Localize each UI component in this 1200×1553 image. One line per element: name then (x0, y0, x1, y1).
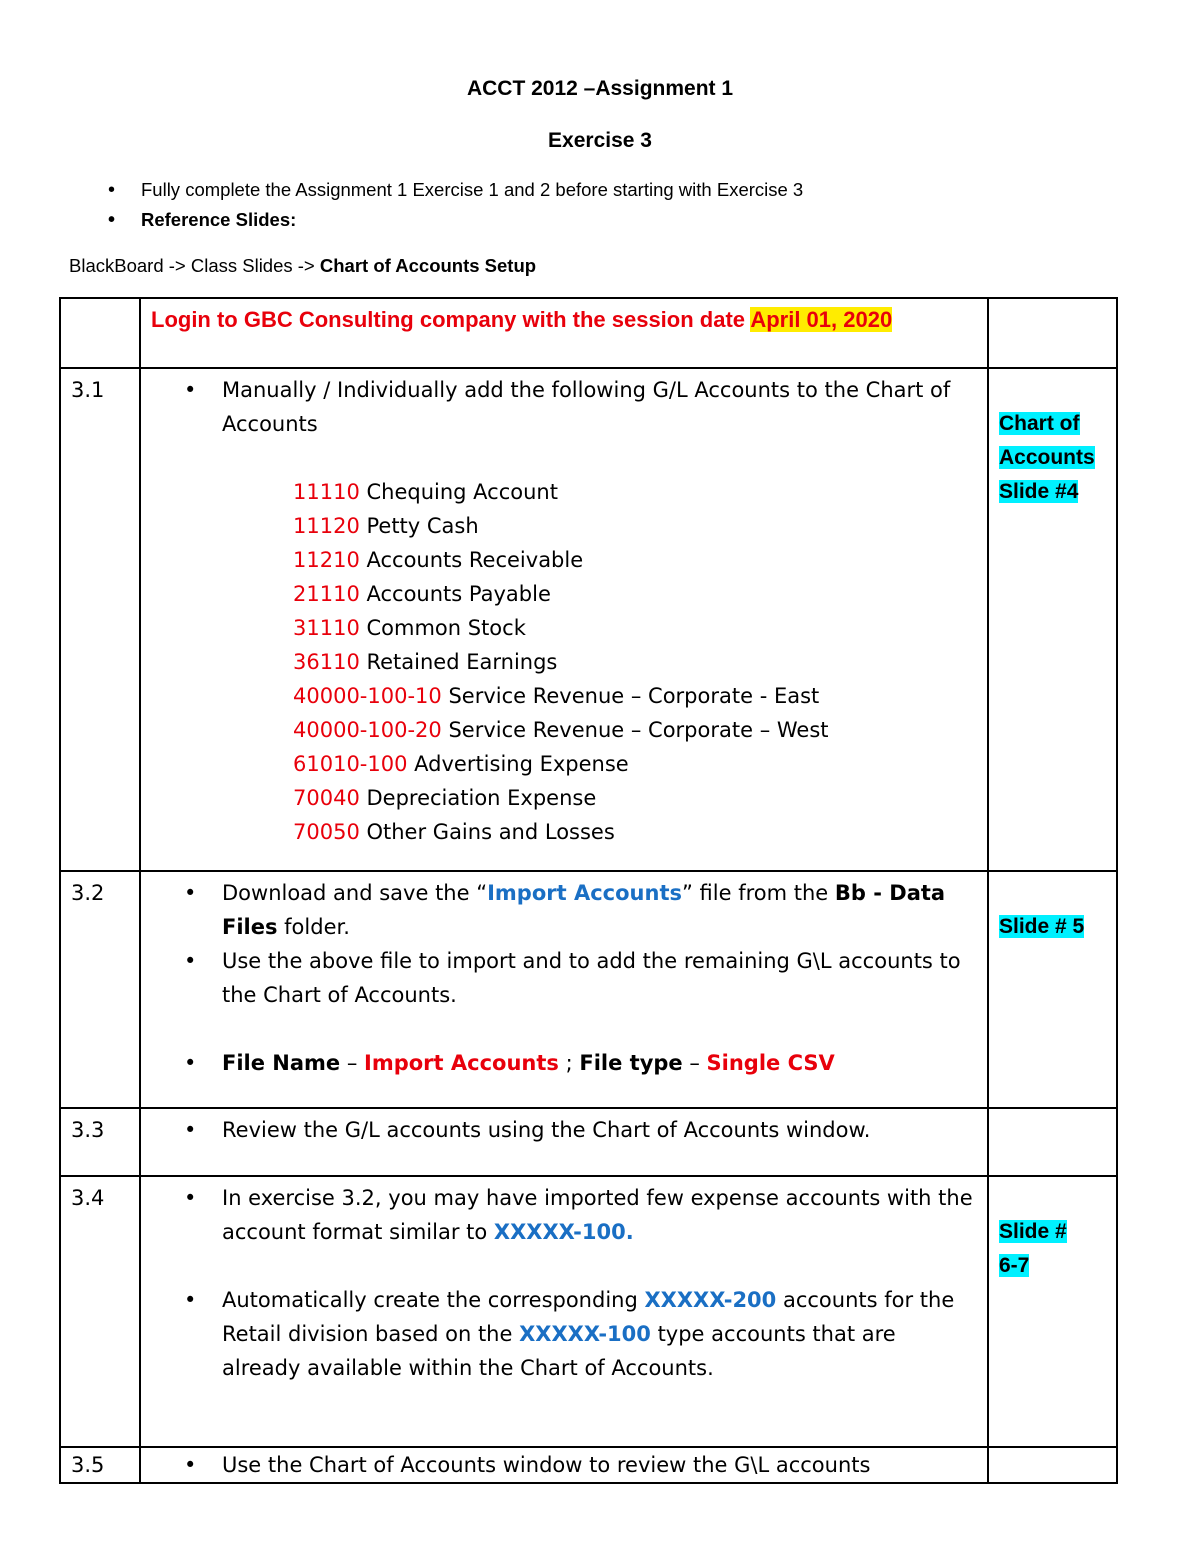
slide-reference: Chart of (999, 412, 1080, 435)
list-item (293, 781, 977, 815)
account-format: XXXXX-100. (493, 1220, 634, 1244)
reference-cell (988, 871, 1117, 1108)
row-number: 3.3 (60, 1108, 140, 1176)
instruction-list (151, 1448, 977, 1482)
file-name: Import Accounts (487, 881, 682, 905)
account-name: Service Revenue – Corporate – West (441, 718, 829, 742)
instruction-cell (140, 1447, 988, 1483)
account-list (151, 475, 977, 849)
account-name: Accounts Payable (359, 582, 551, 606)
instruction-list (151, 1046, 977, 1080)
table-row-3-3 (60, 1108, 1117, 1176)
instruction-item: • Download and save the “Import Accounts” file from the Bb - Data Files folder. (151, 876, 977, 944)
breadcrumb-target: Chart of Accounts Setup (319, 255, 537, 276)
list-item (293, 645, 977, 679)
intro-bullet-list (108, 177, 803, 237)
row-number: 3.2 (60, 871, 140, 1108)
instruction-item: • Review the G/L accounts using the Chart of Accounts window. (151, 1113, 977, 1147)
account-code: 70050 (293, 820, 360, 844)
slide-reference: Slide #4 (999, 480, 1079, 503)
account-code: 31110 (293, 616, 360, 640)
account-format: XXXXX-100 (519, 1322, 651, 1346)
list-item (293, 679, 977, 713)
account-name: Depreciation Expense (359, 786, 597, 810)
account-code: 11110 (293, 480, 360, 504)
login-instruction-cell (140, 298, 988, 368)
document-title: ACCT 2012 –Assignment 1 (466, 77, 734, 100)
instruction-list (151, 1283, 977, 1385)
exercise-heading: Exercise 3 (548, 129, 652, 152)
list-item (293, 747, 977, 781)
instruction-item: • Use the Chart of Accounts window to review the G\L accounts (151, 1448, 977, 1482)
file-name-value: Import Accounts (364, 1051, 559, 1075)
list-item (293, 815, 977, 849)
account-code: 36110 (293, 650, 360, 674)
list-item (293, 713, 977, 747)
slide-reference: 6-7 (999, 1254, 1030, 1277)
reference-cell (988, 1447, 1117, 1483)
list-item (293, 543, 977, 577)
account-code: 11210 (293, 548, 360, 572)
instruction-cell (140, 1176, 988, 1447)
reference-cell (988, 298, 1117, 368)
row-number: 3.1 (60, 368, 140, 871)
breadcrumb-prefix: BlackBoard -> Class Slides -> (69, 255, 320, 276)
intro-bullet-reference-slides: • Reference Slides: (108, 207, 803, 237)
account-code: 21110 (293, 582, 360, 606)
instruction-cell (140, 368, 988, 871)
list-item (293, 611, 977, 645)
account-code: 70040 (293, 786, 360, 810)
file-type-value: Single CSV (706, 1051, 835, 1075)
account-code: 61010-100 (293, 752, 408, 776)
account-name: Chequing Account (359, 480, 558, 504)
reference-cell (988, 1176, 1117, 1447)
login-instruction-text: Login to GBC Consulting company with the session date (151, 307, 751, 332)
instruction-item: • Automatically create the corresponding XXXXX-200 accounts for the Retail division based on the XXXXX-100 type accounts that are already available within the Chart of Accounts. (151, 1283, 977, 1385)
exercise-table (59, 297, 1118, 1484)
list-item (293, 475, 977, 509)
intro-bullet-complete-prior: • Fully complete the Assignment 1 Exercise 1 and 2 before starting with Exercise 3 (108, 177, 803, 207)
list-item (293, 509, 977, 543)
account-code: 40000-100-20 (293, 718, 442, 742)
instruction-cell (140, 871, 988, 1108)
slide-reference: Accounts (999, 446, 1095, 469)
instruction-cell (140, 1108, 988, 1176)
instruction-list (151, 876, 977, 1012)
instruction-item: • Manually / Individually add the following G/L Accounts to the Chart of Accounts (151, 373, 977, 441)
table-row-login (60, 298, 1117, 368)
row-number: 3.4 (60, 1176, 140, 1447)
table-row-3-1 (60, 368, 1117, 871)
account-name: Retained Earnings (359, 650, 558, 674)
account-name: Common Stock (359, 616, 526, 640)
account-name: Accounts Receivable (359, 548, 584, 572)
folder-name: Bb - Data Files (222, 881, 946, 939)
instruction-item: • Use the above file to import and to add the remaining G\L accounts to the Chart of Accounts. (151, 944, 977, 1012)
account-code: 11120 (293, 514, 360, 538)
slide-reference: Slide # (999, 1220, 1067, 1243)
session-date: April 01, 2020 (750, 307, 893, 332)
account-name: Other Gains and Losses (359, 820, 615, 844)
reference-cell (988, 1108, 1117, 1176)
instruction-item: • File Name – Import Accounts ; File type – Single CSV (151, 1046, 977, 1080)
list-item (293, 577, 977, 611)
reference-cell (988, 368, 1117, 871)
account-name: Service Revenue – Corporate - East (441, 684, 820, 708)
slide-reference: Slide # 5 (999, 915, 1085, 938)
account-name: Advertising Expense (407, 752, 629, 776)
row-number-cell (60, 298, 140, 368)
table-row-3-5 (60, 1447, 1117, 1483)
table-row-3-4 (60, 1176, 1117, 1447)
row-number: 3.5 (60, 1447, 140, 1483)
account-code: 40000-100-10 (293, 684, 442, 708)
instruction-list (151, 373, 977, 441)
table-row-3-2 (60, 871, 1117, 1108)
instruction-list (151, 1181, 977, 1249)
instruction-list (151, 1113, 977, 1147)
instruction-item: • In exercise 3.2, you may have imported few expense accounts with the account format similar to XXXXX-100. (151, 1181, 977, 1249)
breadcrumb (69, 255, 536, 277)
account-name: Petty Cash (359, 514, 479, 538)
account-format: XXXXX-200 (644, 1288, 777, 1312)
